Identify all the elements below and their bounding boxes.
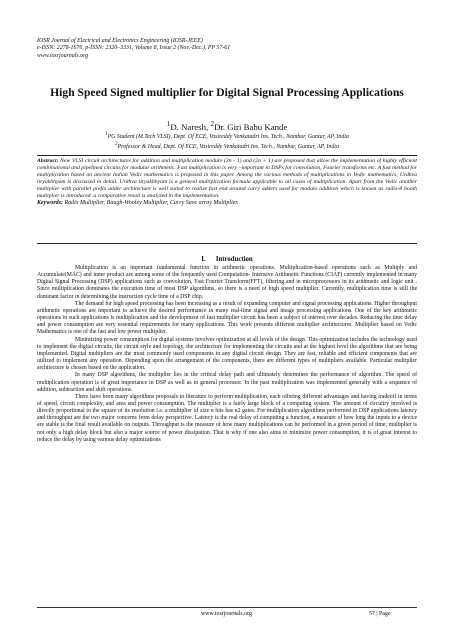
affiliation-2	[37, 141, 417, 151]
journal-website: www.iosrjournals.org	[37, 52, 89, 59]
affiliation-2-superscript: 2	[115, 142, 118, 148]
footer-url: www.iosrjournals.org	[201, 611, 252, 617]
paper-title: High Speed Signed multiplier for Digital Signal Processing Applications	[50, 86, 404, 99]
author-2: Dr. Giri Babu Kande	[214, 121, 288, 132]
abstract	[37, 158, 417, 200]
author-line	[37, 119, 417, 132]
keywords-label: Keywords:	[37, 200, 63, 207]
author-2-superscript: 2	[210, 119, 215, 128]
abstract-box	[37, 155, 417, 244]
affiliation-1-superscript: 1	[105, 132, 108, 137]
section-number: I.	[201, 256, 206, 263]
keywords	[37, 200, 417, 207]
affiliation-2-text: Professor & Head, Dept. Of ECE, Vasireddy Venkatadri Ins. Tech., Nambur, Guntur, AP, India	[117, 144, 339, 151]
section-heading	[37, 256, 417, 263]
page-number: 57 | Page	[369, 611, 391, 617]
issn-line: e-ISSN: 2278-1676, p-ISSN: 2320–3331, Volume 8, Issue 2 (Nov.-Dec.), PP 57-61	[37, 45, 231, 52]
section-title: Introduction	[215, 256, 253, 263]
paragraph-1: Multiplication is an important fundamental function in arithmetic operations. Multiplication-based operations such as Multiply and Accumulate(MAC) and inner product are among some of the frequently used Computation- Intensive Arithmetic Functions (CIAF) currently implemented in many Digital Signal Processing (DSP) applications such as convolution, Fast Fourier Transform(FFT), filtering and in microprocessors in its arithmetic and logic unit . Since multiplication dominates the execution time of most DSP algorithms, so there is a need of high speed multiplier. Currently, multiplication time is still the dominant factor in determining the instruction cycle time of a DSP chip.	[37, 265, 417, 300]
keywords-text: Radix Multiplier, Baugh-Wooley Multiplier, Carry Save array Multiplier.	[63, 200, 239, 207]
author-1: D. Naresh,	[170, 121, 211, 132]
body-text	[37, 265, 417, 444]
paragraph-5: There have been many algorithms proposals in literature to perform multiplication, each offering different advantages and having tradeoff in terms of speed, circuit complexity, and area and power consumption. The multiplier is a fairly large block of a computing system. The amount of circuitry involved is directly proportional to the square of its resolution i.e. a multiplier of size n bits has n2 gates. For multiplication algorithms performed in DSP applications latency and throughput are the two major concerns from delay perspective. Latency is the real delay of computing a function, a measure of how long the inputs to a device are stable is the final result available on outputs. Throughput is the measure of how many multiplications can be performed in a given period of time; multiplier is not only a high delay block but also a major source of power dissipation. That is why if one also aims to minimize power consumption, it is of great interest to reduce the delay by using various delay optimizations	[37, 393, 417, 443]
journal-name: IOSR Journal of Electrical and Electronics Engineering (IOSR-JEEE)	[37, 38, 203, 44]
affiliation-1-text: PG Student (M.Tech VLSI), Dept. Of ECE, Vasireddy Venkatadri Ins. Tech., Nambur, Guntur, AP, India	[107, 133, 349, 140]
affiliation-1	[37, 131, 417, 141]
footer-divider	[37, 607, 417, 608]
author-1-superscript: 1	[166, 119, 171, 128]
paragraph-2: The demand for high speed processing has been increasing as a result of expanding computer and signal processing applications. Higher throughput arithmetic operations are important to achieve the desired performance in many real-time signal and image processing applications. One of the key arithmetic operations in such applications is multiplication and the development of fast multiplier circuit has been a subject of interest over decades. Reducing the time delay and power consumption are very essential requirements for many applications. This work presents different multiplier architectures. Multiplier based on Vedic Mathematics is one of the fast and low power multiplier.	[37, 300, 417, 336]
journal-header	[37, 38, 417, 60]
paragraph-4: In many DSP algorithms, the multiplier lies in the critical delay path and ultimately determines the performance of algorithm. The speed of multiplication operation is of great importance in DSP as well as in general processor. In the past multiplication was implemented generally with a sequence of addition, subtraction and shift operations.	[37, 372, 417, 393]
abstract-label: Abstract:	[37, 158, 59, 164]
abstract-text: New VLSI circuit architectures for addition and multiplication modulo (2n - 1) and (2n + 1) are proposed that allow the implementation of highly efficient combinational and pipelined circuits for modular arithmetic. Fast multiplication is very –important in DSPs for convolution, Fourier transforms etc. A fast method for multiplication based on ancient Indian Vedic mathematics is proposed in this paper. Among the various methods of multiplications in Vedic mathematics, Urdhva tiryakbhyam is discussed in detail. Urdhva tiryakbhyam is a general multiplication formula applicable to all cases of multiplication. Apart from the Vedic another multiplier with parallel prefix adder architecture is well suited to realize fast end around carry adders used for modulo addition which is known as radix-8 booth multiplier is introduced .a comparative result is analyzed in the implementation.	[37, 158, 417, 200]
affiliations	[37, 131, 417, 152]
paragraph-3: Minimizing power consumption for digital systems involves optimization at all levels of the design. This optimization includes the technology used to implement the digital circuits, the circuit style and topology, the architecture for implementing the circuits and at the highest level the algorithms that are being implemented. Digital multipliers are the most commonly used components in any digital circuit design. They are fast, reliable and efficient components that are utilized to implement any operation. Depending upon the arrangement of the components, there are different types of multipliers available. Particular multiplier architecture is chosen based on the application.	[37, 336, 417, 372]
